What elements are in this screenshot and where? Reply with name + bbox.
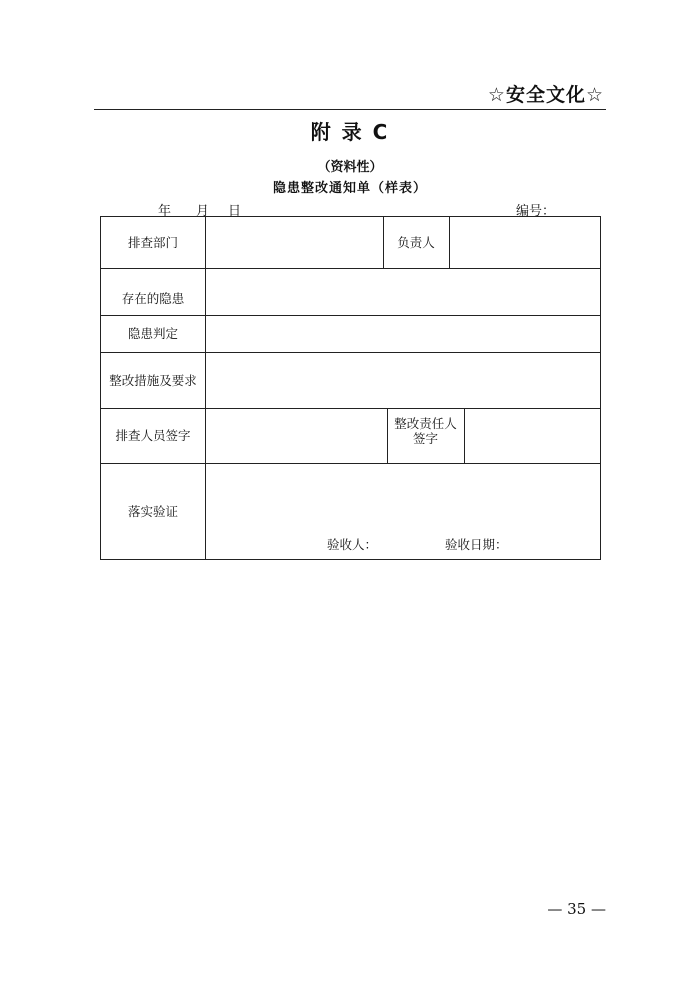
measures-label: 整改措施及要求 [109,372,197,388]
date-year-label: 年 [158,204,172,219]
page-number: — 35 — [547,900,606,918]
appendix-title: 附 录 C [310,120,390,144]
hazard-label: 存在的隐患 [121,290,185,306]
verify-label: 落实验证 [127,503,178,519]
header-title: ☆安全文化☆ [487,84,604,106]
accept-date-label: 验收日期： [445,537,508,552]
dept-label: 排查部门 [127,235,178,250]
responsible-label: 负责人 [397,235,435,250]
rectify-sign-label: 整改责任人 签字 [394,416,457,446]
serial-number-label: 编号： [516,204,556,219]
date-day-label: 日 [228,204,242,219]
header-divider [94,109,606,110]
date-month-label: 月 [196,204,210,219]
rectification-form-table [100,216,601,560]
acceptor-label: 验收人： [327,537,378,552]
column-divider [449,217,450,268]
column-divider [205,217,206,559]
inspector-sign-label: 排查人员签字 [115,428,191,443]
appendix-subtitle: （资料性） [317,160,383,175]
form-title: 隐患整改通知单（样表） [272,181,427,196]
row-divider [101,268,600,269]
judgment-label: 隐患判定 [127,326,178,341]
column-divider [464,408,465,463]
